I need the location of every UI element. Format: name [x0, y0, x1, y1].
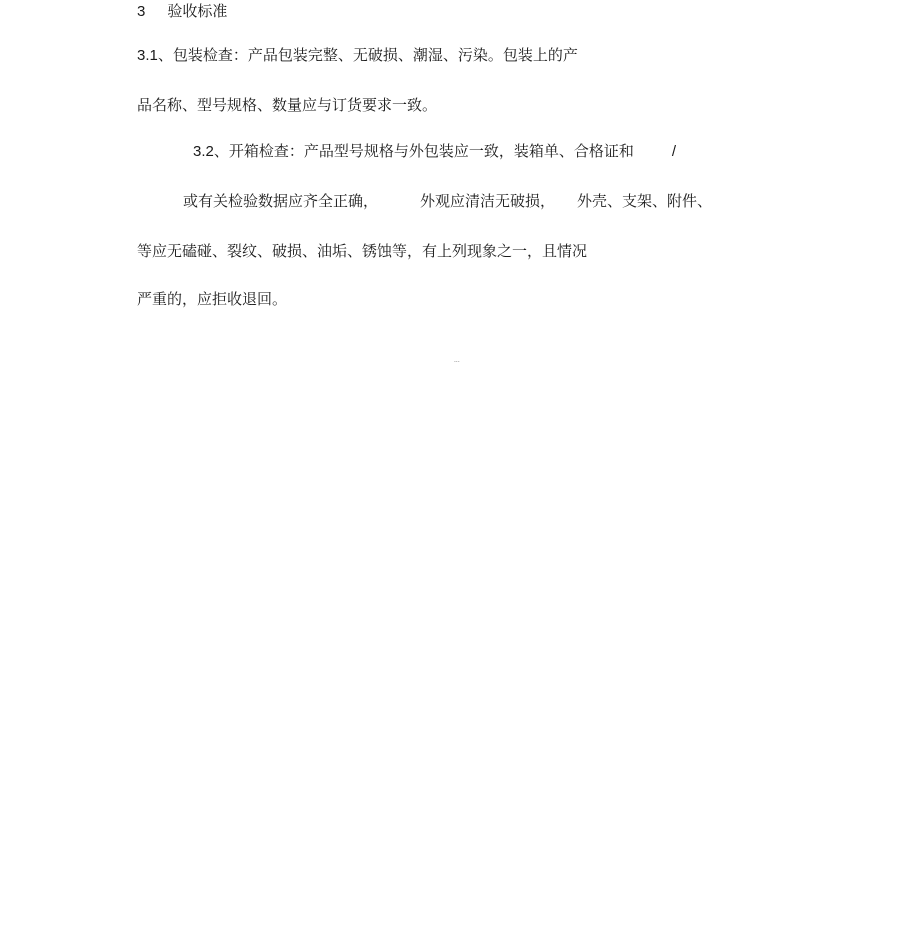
- item-3-2-line-4: [137, 289, 287, 309]
- page-footer-mark: ...: [454, 357, 460, 364]
- item-3-2-number: 3.2: [193, 143, 214, 160]
- item-3-2-text-2a: 或有关检验数据应齐全正确，: [183, 192, 379, 210]
- item-3-2-text-2c: 外壳、支架、附件、: [577, 192, 713, 210]
- item-3-2-slash: /: [671, 143, 677, 160]
- item-3-1-line-1: [137, 45, 578, 66]
- section-title: 验收标准: [167, 2, 228, 20]
- item-3-2-text-1: 、开箱检查：产品型号规格与外包装应一致，装箱单、合格证和: [213, 142, 634, 160]
- item-3-1-text-2: 品名称、型号规格、数量应与订货要求一致。: [137, 96, 438, 114]
- item-3-1-number: 3.1: [137, 47, 158, 64]
- section-heading: [137, 1, 227, 22]
- item-3-2-line-1: [193, 141, 676, 162]
- item-3-2-line-3: [137, 241, 587, 261]
- item-3-1-text-1: 、包装检查：产品包装完整、无破损、潮湿、污染。包装上的产: [157, 46, 578, 64]
- item-3-1-line-2: [137, 95, 437, 115]
- section-number: 3: [137, 3, 146, 20]
- item-3-2-line-2: [183, 191, 712, 211]
- item-3-2-text-3: 等应无磕碰、裂纹、破损、油垢、锈蚀等，有上列现象之一，且情况: [137, 242, 588, 260]
- item-3-2-text-4: 严重的，应拒收退回。: [137, 290, 288, 308]
- item-3-2-text-2b: 外观应清洁无破损，: [420, 192, 556, 210]
